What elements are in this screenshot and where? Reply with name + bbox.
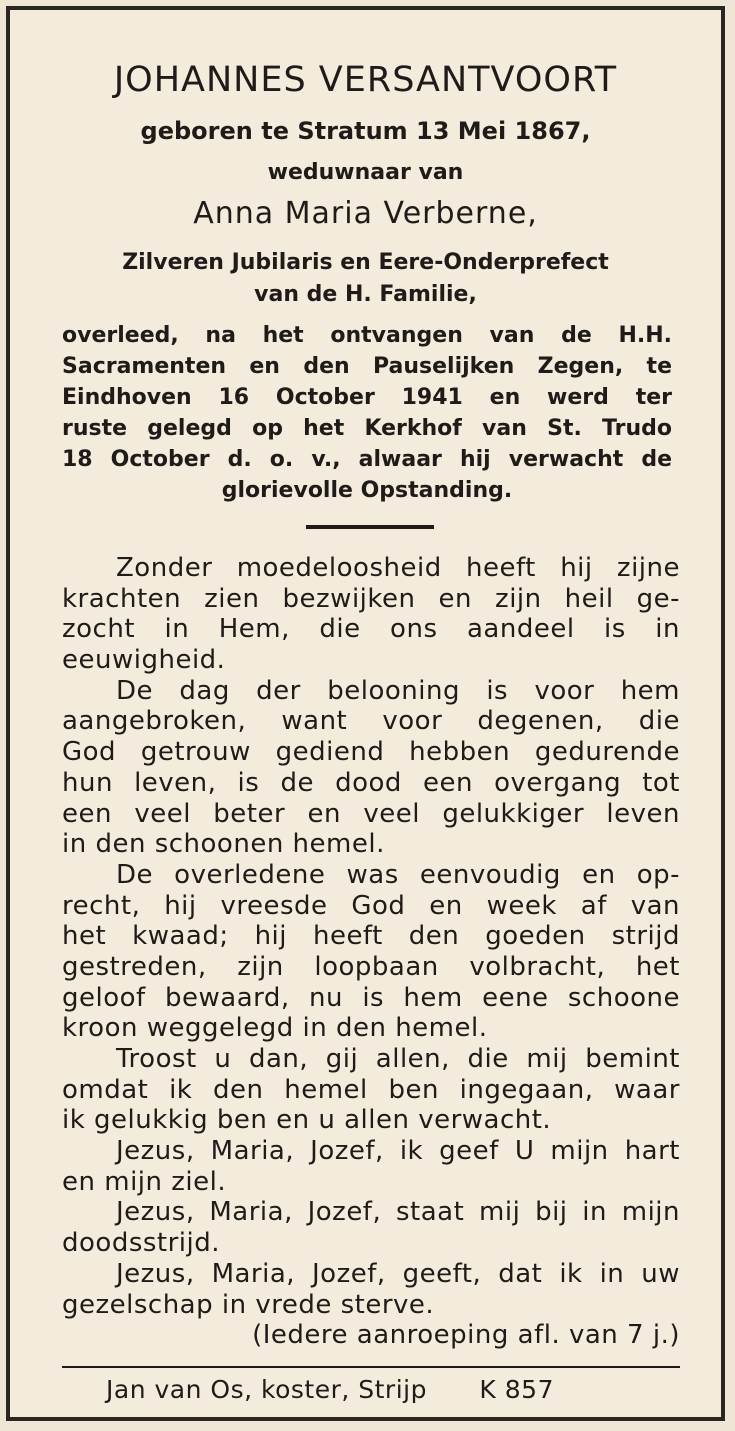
prayer-line: gezelschap in vrede sterve. [62,1289,435,1320]
death-notice-line: ruste gelegd op het Kerkhof van St. Trudo [62,416,672,441]
memorial-card [6,6,725,1421]
spouse-name: Anna Maria Verberne, [193,196,538,231]
prayer-line: een veel beter en veel gelukkiger leven [62,798,680,829]
death-notice-line: glorievolle Opstanding. [221,478,513,503]
prayer-line: en mijn ziel. [62,1166,227,1197]
prayer-line: gestreden, zijn loopbaan volbracht, het [62,951,680,982]
prayer-line: doodsstrijd. [62,1228,221,1259]
prayer-line: hun leven, is de dood een overgang tot [62,767,680,798]
prayer-line: recht, hij vreesde God en week af van [62,890,680,921]
prayer-line: Troost u dan, gij allen, die mij bemint [116,1044,680,1074]
prayer-line: eeuwigheid. [62,645,226,676]
prayer-line: krachten zien bezwijken en zijn heil ge- [62,583,680,614]
death-notice [62,320,672,506]
printer-name: Jan van Os, koster, Strijp [106,1375,427,1404]
prayer-text [62,553,680,1351]
prayer-line: kroon weggelegd in den hemel. [62,1013,488,1044]
prayer-line: Jezus, Maria, Jozef, geeft, dat ik in uw [116,1258,680,1289]
prayer-line: God getrouw gediend hebben gedurende [62,737,680,768]
indulgence-note: (Iedere aanroeping afl. van 7 j.) [252,1320,680,1351]
deceased-name: JOHANNES VERSANTVOORT [113,60,618,100]
divider [306,525,434,529]
prayer-line: Jezus, Maria, Jozef, ik geef U mijn hart [116,1136,680,1167]
prayer-line: zocht in Hem, die ons aandeel is in [62,614,680,645]
jubilee-line-2: van de H. Familie, [254,282,477,307]
death-notice-line: overleed, na het ontvangen van de H.H. [62,323,672,348]
prayer-line: ik gelukkig ben en u allen verwacht. [62,1105,552,1136]
prayer-line: aangebroken, want voor degenen, die [62,706,680,737]
prayer-line: Zonder moedeloosheid heeft hij zijne [116,553,680,583]
printer-line [106,1375,554,1404]
birth-line: geboren te Stratum 13 Mei 1867, [140,117,591,145]
prayer-line: in den schoonen hemel. [62,829,385,860]
death-notice-line: Eindhoven 16 October 1941 en werd ter [62,385,672,410]
prayer-line: De dag der belooning is voor hem [116,675,680,706]
footer-rule [62,1366,680,1368]
prayer-line: geloof bewaard, nu is hem eene schoone [62,982,680,1013]
prayer-line: De overledene was eenvoudig en op- [116,859,680,890]
prayer-line: het kwaad; hij heeft den goeden strijd [62,921,680,952]
jubilee-line-1: Zilveren Jubilaris en Eere-Onderprefect [122,250,609,275]
print-code: K 857 [479,1375,554,1404]
death-notice-line: Sacramenten en den Pauselijken Zegen, te [62,354,672,379]
prayer-line: omdat ik den hemel ben ingegaan, waar [62,1074,680,1105]
prayer-line: Jezus, Maria, Jozef, staat mij bij in mijn [116,1197,680,1228]
widower-line: weduwnaar van [267,160,464,185]
death-notice-line: 18 October d. o. v., alwaar hij verwacht de [62,447,672,472]
